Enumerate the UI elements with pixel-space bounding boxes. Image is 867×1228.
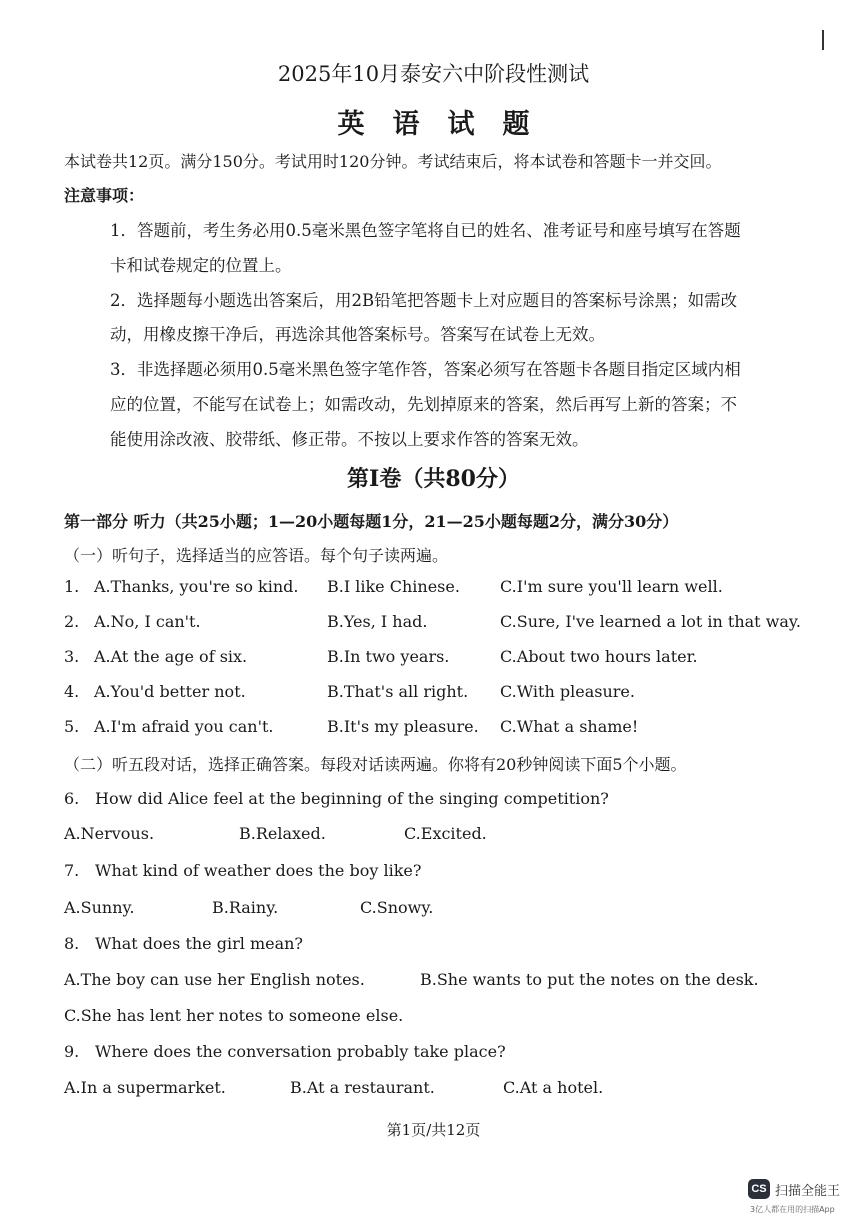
option-a: A.In a supermarket.: [64, 1078, 226, 1097]
option-c: C.With pleasure.: [500, 682, 635, 701]
option-c: C.Sure, I've learned a lot in that way.: [500, 612, 801, 631]
camscanner-slogan: 3亿人都在用的扫描App: [750, 1205, 835, 1214]
notice-line: 3．非选择题必须用0.5毫米黑色签字笔作答，答案必须写在答题卡各题目指定区域内相: [110, 360, 741, 379]
volume-title: 第Ⅰ卷（共80分）: [347, 466, 520, 492]
question-number: 9.: [64, 1042, 80, 1061]
option-a: A.Sunny.: [64, 898, 135, 917]
option-a: A.No, I can't.: [94, 612, 201, 631]
option-b: B.In two years.: [327, 647, 450, 666]
question-number: 8.: [64, 934, 80, 953]
option-a: A.At the age of six.: [94, 647, 248, 666]
option-c: C.Snowy.: [360, 898, 434, 917]
option-b: B.I like Chinese.: [327, 577, 460, 596]
part-heading: 第一部分 听力（共25小题；1—20小题每题1分，21—25小题每题2分，满分30分）: [64, 512, 679, 531]
option-c: C.She has lent her notes to someone else.: [64, 1006, 404, 1025]
option-b: B.She wants to put the notes on the desk.: [420, 970, 759, 989]
subject-title: 英语试题: [337, 109, 558, 140]
option-c: C.Excited.: [404, 824, 487, 843]
question-number: 1.: [64, 577, 80, 596]
option-b: B.At a restaurant.: [290, 1078, 435, 1097]
option-a: A.You'd better not.: [94, 682, 246, 701]
option-b: B.That's all right.: [327, 682, 469, 701]
question-text: What kind of weather does the boy like?: [95, 861, 422, 880]
option-c: C.I'm sure you'll learn well.: [500, 577, 723, 596]
question-number: 3.: [64, 647, 80, 666]
notice-line: 动，用橡皮擦干净后，再选涂其他答案标号。答案写在试卷上无效。: [110, 325, 605, 344]
option-a: A.Thanks, you're so kind.: [94, 577, 299, 596]
question-text: How did Alice feel at the beginning of the singing competition?: [95, 789, 609, 808]
question-number: 2.: [64, 612, 80, 631]
camscanner-logo-icon: CS: [748, 1179, 770, 1199]
option-b: B.Relaxed.: [239, 824, 326, 843]
option-b: B.It's my pleasure.: [327, 717, 479, 736]
option-b: B.Rainy.: [212, 898, 279, 917]
option-c: C.What a shame!: [500, 717, 639, 736]
notice-line: 应的位置，不能写在试卷上；如需改动，先划掉原来的答案，然后再写上新的答案；不: [110, 395, 737, 414]
scan-edge-mark: [822, 30, 824, 50]
section-heading: （一）听句子，选择适当的应答语。每个句子读两遍。: [64, 546, 449, 565]
question-number: 6.: [64, 789, 80, 808]
question-number: 4.: [64, 682, 80, 701]
option-a: A.Nervous.: [64, 824, 155, 843]
question-number: 7.: [64, 861, 80, 880]
notice-line: 能使用涂改液、胶带纸、修正带。不按以上要求作答的答案无效。: [110, 430, 589, 449]
exam-intro: 本试卷共12页。满分150分。考试用时120分钟。考试结束后，将本试卷和答题卡一并交回。: [64, 152, 722, 171]
question-text: What does the girl mean?: [95, 934, 304, 953]
notice-line: 1．答题前，考生务必用0.5毫米黑色签字笔将自已的姓名、准考证号和座号填写在答题: [110, 221, 741, 240]
question-number: 5.: [64, 717, 80, 736]
notice-line: 2．选择题每小题选出答案后，用2B铅笔把答题卡上对应题目的答案标号涂黑；如需改: [110, 291, 738, 310]
exam-title: 2025年10月泰安六中阶段性测试: [277, 62, 590, 86]
option-a: A.The boy can use her English notes.: [64, 970, 365, 989]
option-c: C.At a hotel.: [503, 1078, 604, 1097]
option-c: C.About two hours later.: [500, 647, 698, 666]
option-b: B.Yes, I had.: [327, 612, 428, 631]
camscanner-name: 扫描全能王: [775, 1184, 841, 1199]
notice-line: 卡和试卷规定的位置上。: [110, 256, 292, 275]
page-number: 第1页/共12页: [386, 1121, 481, 1139]
question-text: Where does the conversation probably take place?: [95, 1042, 506, 1061]
option-a: A.I'm afraid you can't.: [94, 717, 274, 736]
notice-heading: 注意事项：: [64, 186, 145, 205]
section-heading: （二）听五段对话，选择正确答案。每段对话读两遍。你将有20秒钟阅读下面5个小题。: [64, 755, 687, 774]
